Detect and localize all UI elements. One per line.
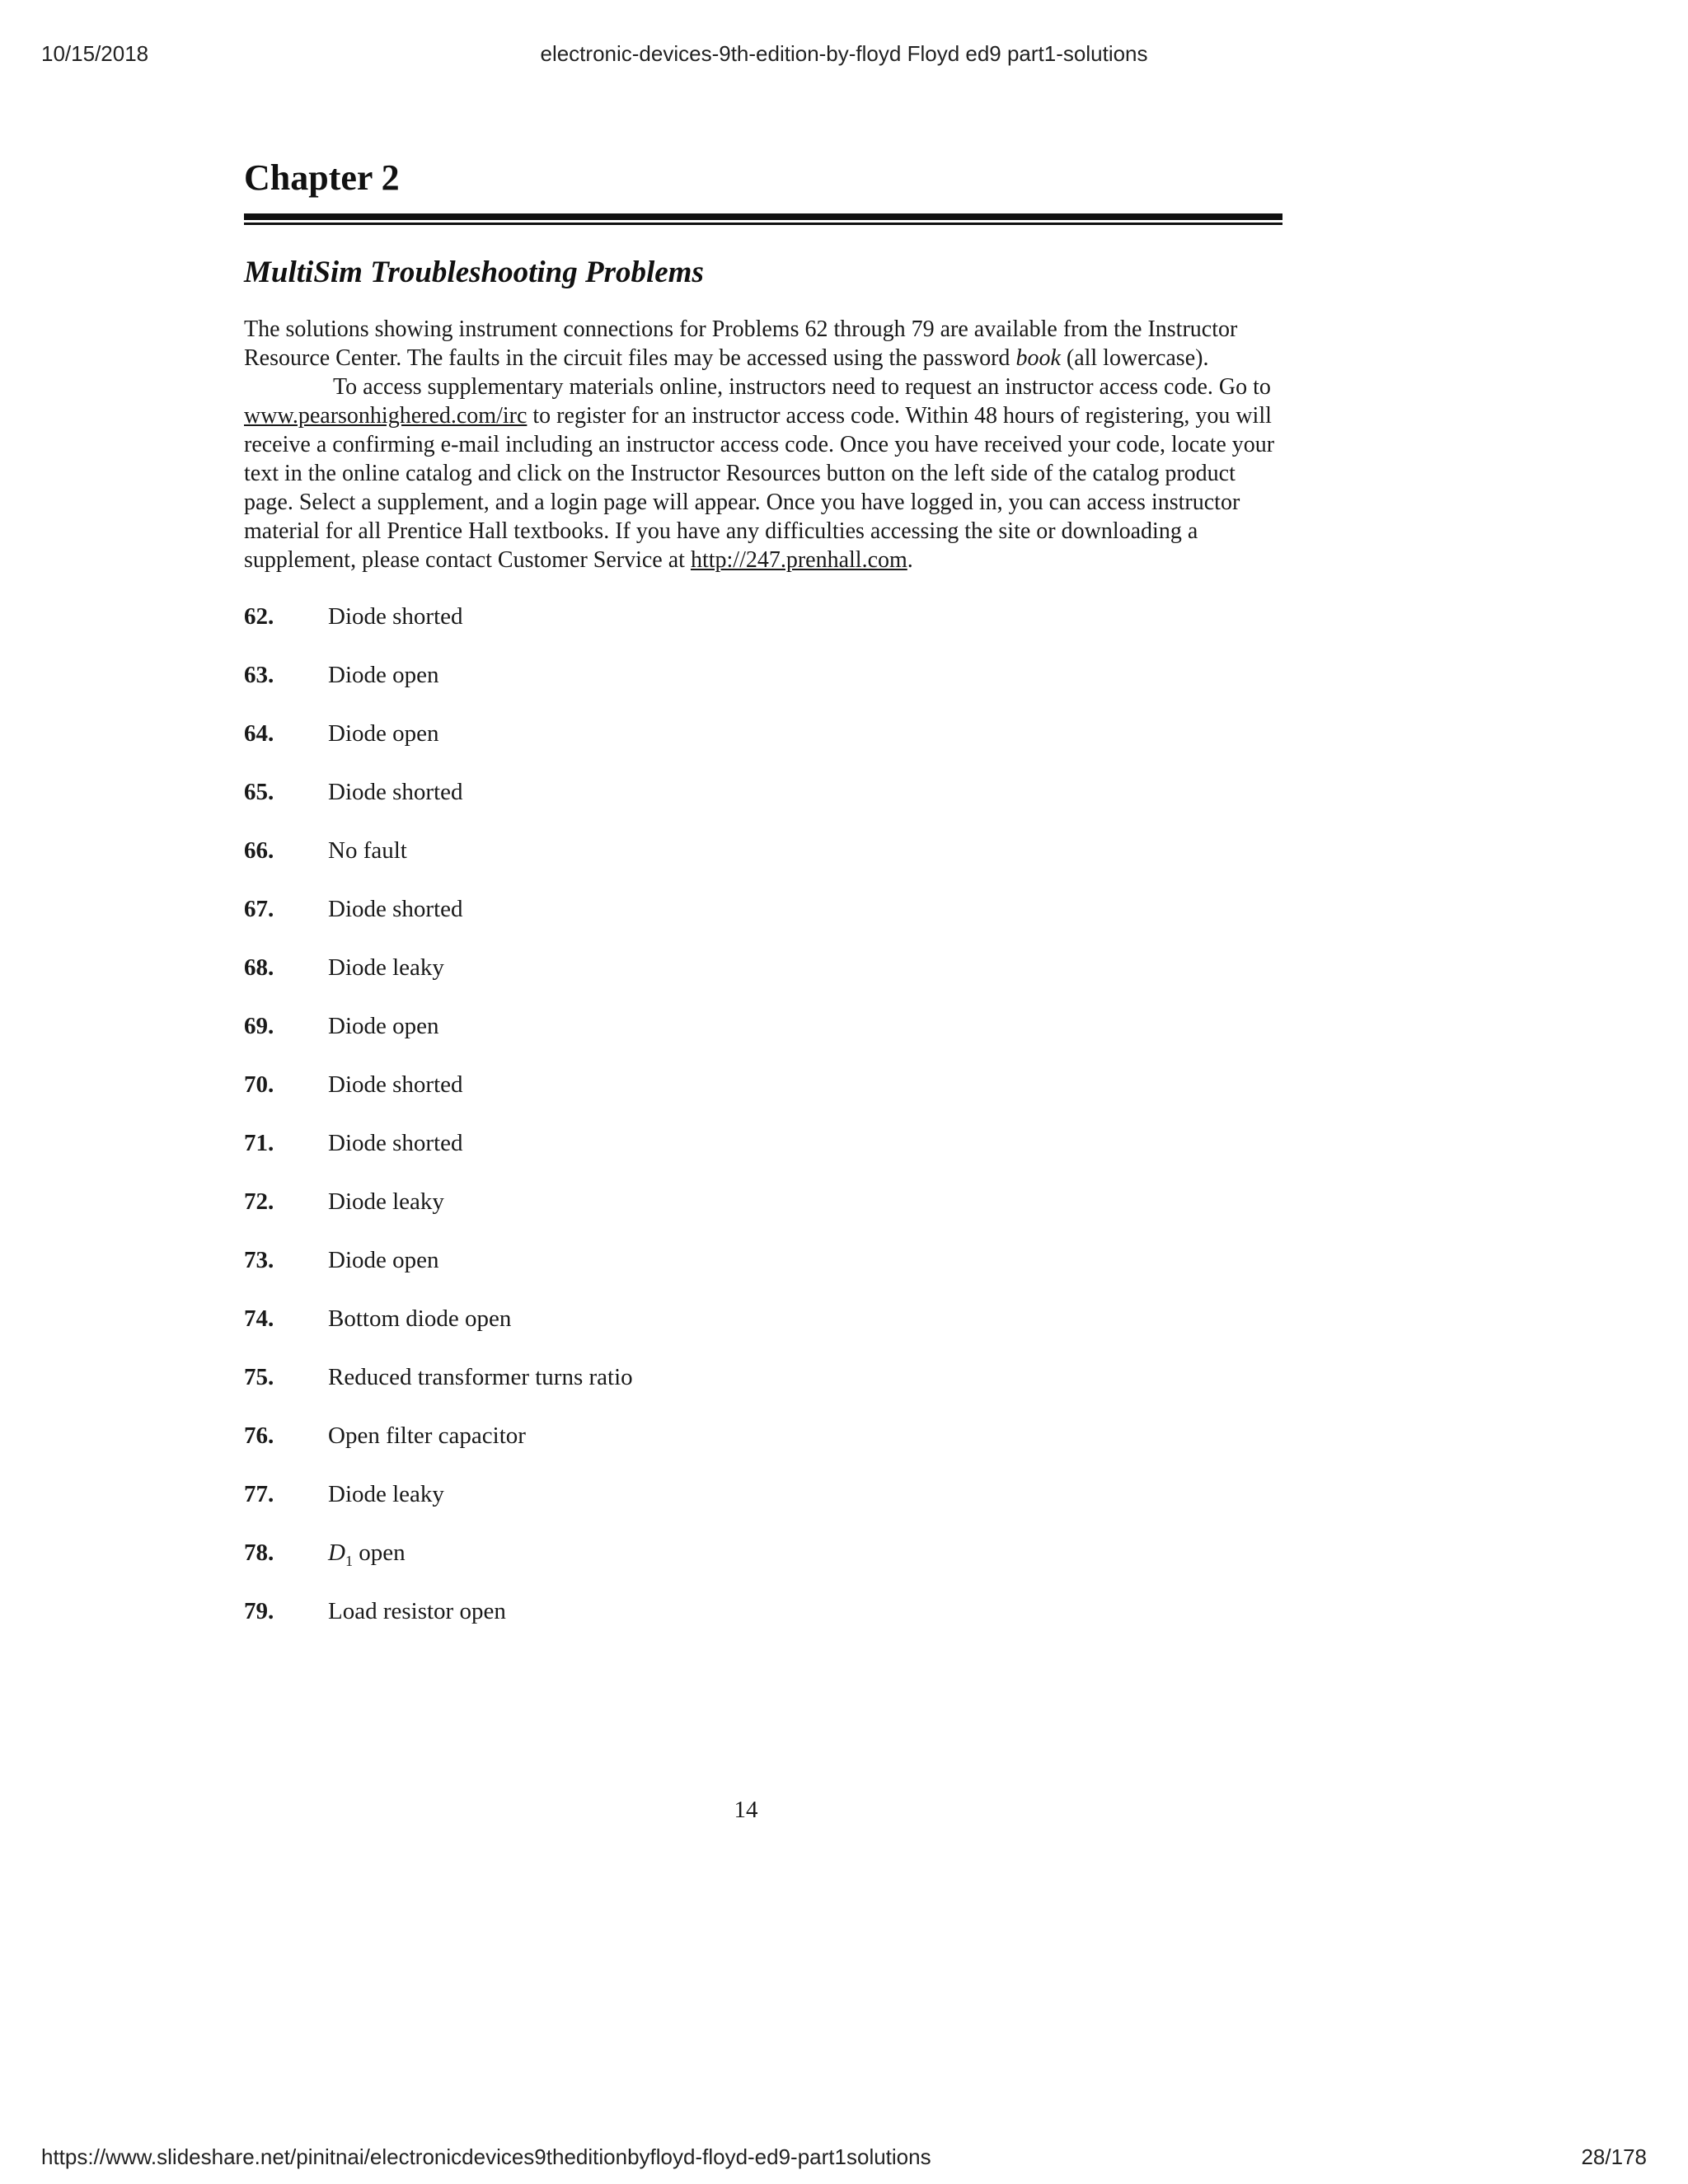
problem-answer: Diode open (328, 719, 439, 747)
intro-text (244, 315, 1282, 574)
diode-variable: D (328, 1539, 345, 1566)
problem-answer: Diode shorted (328, 895, 463, 922)
list-item (244, 1071, 1282, 1130)
print-footer-url: https://www.slideshare.net/pinitnai/electronicdevices9theditionbyfloyd-floyd-ed9-part1solutions (41, 2144, 931, 2169)
problem-answer: Diode shorted (328, 778, 463, 805)
list-item (244, 1364, 1282, 1422)
problem-answer: Diode leaky (328, 1480, 444, 1507)
support-link[interactable]: http://247.prenhall.com (690, 546, 907, 573)
problem-number: 76. (244, 1422, 274, 1449)
list-item (244, 837, 1282, 896)
problem-list (244, 603, 1282, 1657)
problem-answer: Diode shorted (328, 1071, 463, 1098)
list-item (244, 720, 1282, 779)
problem-answer: Diode shorted (328, 602, 463, 630)
problem-answer: Diode open (328, 661, 439, 688)
problem-number: 71. (244, 1129, 274, 1156)
problem-number: 69. (244, 1012, 274, 1039)
problem-number: 73. (244, 1246, 274, 1273)
list-item (244, 1013, 1282, 1071)
list-item (244, 779, 1282, 837)
problem-number: 67. (244, 895, 274, 922)
problem-number: 77. (244, 1480, 274, 1507)
problem-number: 74. (244, 1305, 274, 1332)
problem-answer: Diode open (328, 1246, 439, 1273)
list-item (244, 1188, 1282, 1247)
problem-number: 63. (244, 661, 274, 688)
list-item (244, 1540, 1282, 1598)
section-title: MultiSim Troubleshooting Problems (244, 255, 704, 289)
problem-answer: No fault (328, 837, 407, 864)
list-item (244, 603, 1282, 662)
problem-answer: Load resistor open (328, 1597, 506, 1624)
print-header-title: electronic-devices-9th-edition-by-floyd Floyd ed9 part1-solutions (540, 41, 1148, 66)
irc-link[interactable]: www.pearsonhighered.com/irc (244, 402, 528, 429)
problem-answer: $D_1$ open (328, 1539, 406, 1569)
list-item (244, 1481, 1282, 1540)
problem-answer: Bottom diode open (328, 1305, 512, 1332)
page-number: 14 (734, 1797, 758, 1823)
list-item (244, 1598, 1282, 1657)
print-page-count: 28/178 (1581, 2144, 1647, 2169)
problem-answer: Diode leaky (328, 954, 444, 981)
list-item (244, 954, 1282, 1013)
document-page (244, 157, 1282, 1657)
problem-answer: Diode shorted (328, 1129, 463, 1156)
problem-answer: Diode open (328, 1012, 439, 1039)
intro-paragraph-1: The solutions showing instrument connections for Problems 62 through 79 are available from the Instructor Resource Center. The faults in the circuit files may be accessed using the password book (all lowercase). (244, 316, 1238, 371)
chapter-title: Chapter 2 (244, 157, 400, 198)
list-item (244, 1130, 1282, 1188)
chapter-rule (244, 213, 1282, 225)
problem-number: 70. (244, 1071, 274, 1098)
problem-number: 68. (244, 954, 274, 981)
problem-answer: Reduced transformer turns ratio (328, 1363, 633, 1390)
problem-answer: Diode leaky (328, 1188, 444, 1215)
problem-number: 75. (244, 1363, 274, 1390)
list-item (244, 1305, 1282, 1364)
list-item (244, 1422, 1282, 1481)
list-item (244, 662, 1282, 720)
problem-number: 64. (244, 719, 274, 747)
password-text: book (1015, 344, 1061, 371)
problem-number: 66. (244, 837, 274, 864)
problem-number: 65. (244, 778, 274, 805)
problem-number: 72. (244, 1188, 274, 1215)
problem-number: 62. (244, 602, 274, 630)
intro-paragraph-2: To access supplementary materials online, instructors need to request an instructor access code. Go to www.pearsonhighered.com/irc to register for an instructor access code. Within 48 hours of registering, you will receive a confirming e-mail including an instructor access code. Once you have received your code, locate your text in the online catalog and click on the Instructor Resources button on the left side of the catalog product page. Select a supplement, and a login page will appear. Once you have logged in, you can access instructor material for all Prentice Hall textbooks. If you have any difficulties accessing the site or downloading a supplement, please contact Customer Service at http://247.prenhall.com. (244, 373, 1275, 573)
print-date: 10/15/2018 (41, 41, 149, 66)
list-item (244, 896, 1282, 954)
problem-number: 78. (244, 1539, 274, 1566)
diode-subscript: 1 (345, 1552, 353, 1569)
problem-number: 79. (244, 1597, 274, 1624)
problem-answer: Open filter capacitor (328, 1422, 526, 1449)
list-item (244, 1247, 1282, 1305)
